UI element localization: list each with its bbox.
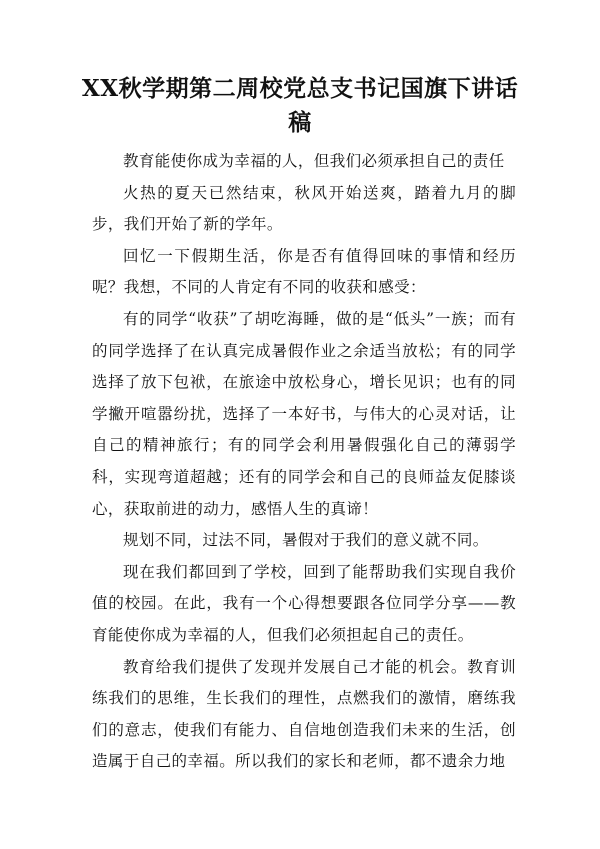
paragraph: 规划不同，过法不同，暑假对于我们的意义就不同。 — [123, 531, 489, 550]
paragraph-subtitle: 教育能使你成为幸福的人，但我们必须承担自己的责任 — [123, 152, 505, 170]
paragraph: 火热的夏天已然结束，秋风开始送爽，踏着九月的脚步，我们开始了新的学年。 — [92, 183, 516, 234]
paragraph: 教育给我们提供了发现并发展自己才能的机会。教育训练我们的思维，生长我们的理性，点燃我们的激情，磨练我们的意志，使我们有能力、自信地创造我们未来的生活，创造属于自己的幸福。所以我们的家长和老师，都不遗余力地 — [92, 657, 516, 771]
document-title: XX秋学期第二周校党总支书记国旗下讲话稿 — [81, 75, 519, 136]
document-body — [92, 146, 516, 778]
paragraph: 现在我们都回到了学校，回到了能帮助我们实现自我价值的校园。在此，我有一个心得想要跟各位同学分享——教育能使你成为幸福的人，但我们必须担起自己的责任。 — [92, 562, 516, 644]
paragraph: 有的同学“收获”了胡吃海睡，做的是“低头”一族；而有的同学选择了在认真完成暑假作业之余适当放松；有的同学选择了放下包袱，在旅途中放松身心，增长见识；也有的同学撇开喧嚣纷扰，选择了一本好书，与伟大的心灵对话，让自己的精神旅行；有的同学会利用暑假强化自己的薄弱学科，实现弯道超越；还有的同学会和自己的良师益友促膝谈心，获取前进的动力，感悟人生的真谛！ — [92, 309, 516, 518]
paragraph: 回忆一下假期生活，你是否有值得回味的事情和经历呢？我想，不同的人肯定有不同的收获和感受： — [92, 246, 516, 297]
